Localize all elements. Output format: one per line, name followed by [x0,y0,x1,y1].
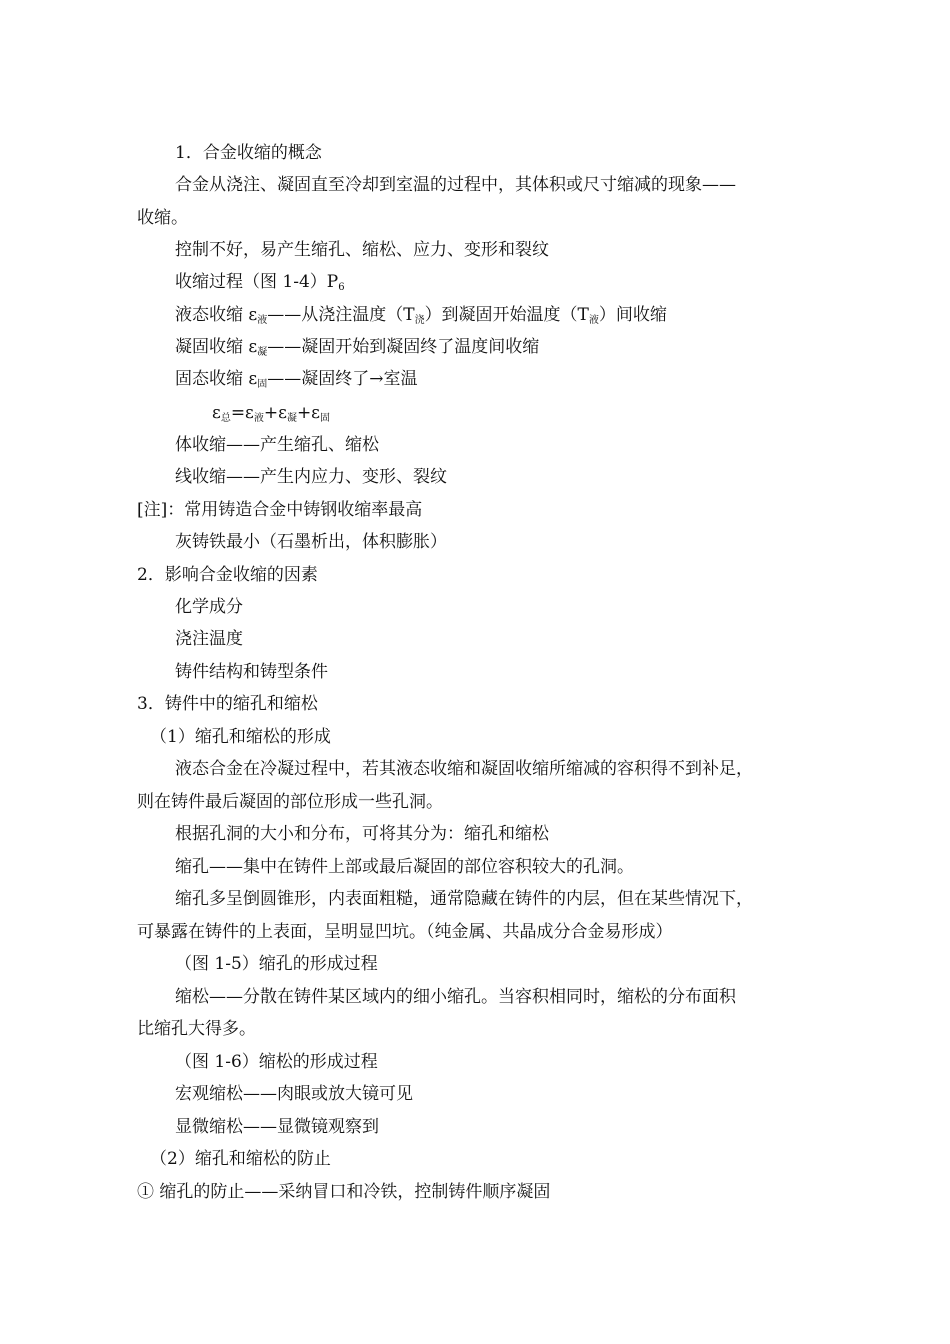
figure-reference: （图 1-5）缩孔的形成过程 [175,954,378,974]
paragraph-line: 液态收缩 $\varepsilon_液——$从浇注温度$(T_浇)$到凝固开始温度$(T_液)$间收缩 [175,305,667,326]
heading-3: 3．铸件中的缩孔和缩松 [137,694,318,714]
paragraph-line: 液态合金在冷凝过程中，若其液态收缩和凝固收缩所缩减的容积得不到补足， [175,759,753,779]
paragraph-line: 缩孔多呈倒圆锥形，内表面粗糙，通常隐藏在铸件的内层，但在某些情况下， [175,889,753,909]
paragraph-line: 比缩孔大得多。 [137,1019,256,1039]
heading-2: 2．影响合金收缩的因素 [137,565,318,585]
paragraph-line: 控制不好，易产生缩孔、缩松、应力、变形和裂纹 [175,240,549,260]
list-item: 浇注温度 [175,629,243,649]
paragraph-line: 收缩过程（图 $1-4)P_6$ [175,272,345,293]
subheading: （1）缩孔和缩松的形成 [150,727,331,747]
list-item: 铸件结构和铸型条件 [175,662,328,682]
paragraph-line: 灰铸铁最小（石墨析出，体积膨胀） [175,532,447,552]
formula-line: $\varepsilon_总=\varepsilon_液+\varepsilon_凝+\varepsilon_固$ [212,403,330,424]
paragraph-line: 可暴露在铸件的上表面，呈明显凹坑。（纯金属、共晶成分合金易形成） [137,922,673,942]
paragraph-line: 固态收缩 $\varepsilon_固——$凝固终了→室温 [175,369,418,390]
paragraph-line: 缩孔——集中在铸件上部或最后凝固的部位容积较大的孔洞。 [175,857,634,877]
paragraph-line: 根据孔洞的大小和分布，可将其分为：缩孔和缩松 [175,824,549,844]
paragraph-line: 体收缩——产生缩孔、缩松 [175,435,379,455]
paragraph-line: 凝固收缩 $\varepsilon_凝——$凝固开始到凝固终了温度间收缩 [175,337,540,358]
paragraph-line: 合金从浇注、凝固直至冷却到室温的过程中，其体积或尺寸缩减的现象—— [175,175,736,195]
paragraph-line: 显微缩松——显微镜观察到 [175,1117,379,1137]
list-item: 化学成分 [175,597,243,617]
note-line: [注]：常用铸造合金中铸钢收缩率最高 [137,500,423,520]
figure-reference: （图 1-6）缩松的形成过程 [175,1052,378,1072]
paragraph-line: 宏观缩松——肉眼或放大镜可见 [175,1084,413,1104]
paragraph-line: 线收缩——产生内应力、变形、裂纹 [175,467,447,487]
paragraph-line: 则在铸件最后凝固的部位形成一些孔洞。 [137,792,443,812]
list-item: ① 缩孔的防止——采纳冒口和冷铁，控制铸件顺序凝固 [137,1182,551,1202]
paragraph-line: 收缩。 [137,208,188,228]
subheading: （2）缩孔和缩松的防止 [150,1149,331,1169]
paragraph-line: 缩松——分散在铸件某区域内的细小缩孔。当容积相同时，缩松的分布面积 [175,987,736,1007]
heading-1: 1．合金收缩的概念 [175,143,322,163]
